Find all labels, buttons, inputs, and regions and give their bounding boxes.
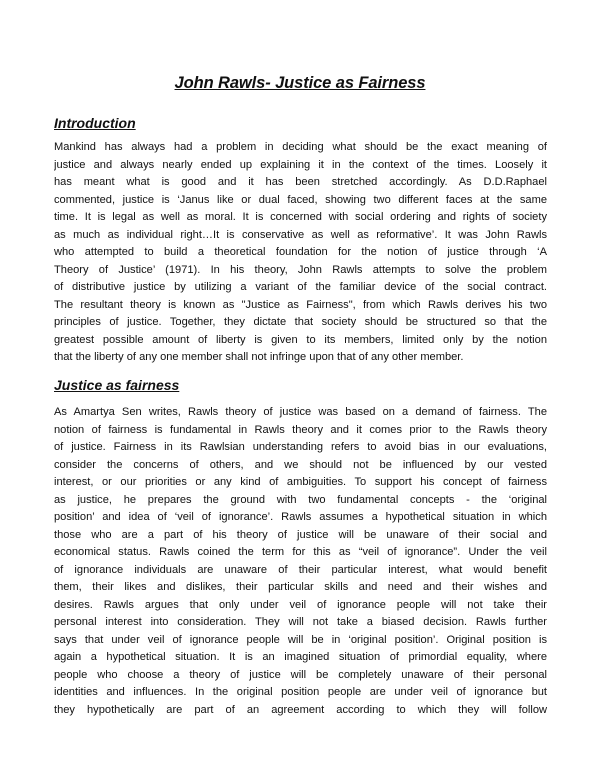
paragraph-line: has meant what is good and it has been stretched accordingly. As D.D.Raphael: [54, 176, 547, 188]
paragraph-line: them, their likes and dislikes, their particular skills and need and their wishes and: [54, 581, 547, 593]
paragraph-line: greatest possible amount of liberty is given to its members, limited only by the notion: [54, 333, 547, 346]
paragraph-line: says that under veil of ignorance people will be in ‘original position’. Original position is: [54, 633, 547, 646]
justice-as-fairness-paragraph: [54, 404, 547, 719]
paragraph-line: of justice. Fairness in its Rawlsian understanding refers to avoid bias in our evaluations,: [54, 441, 547, 453]
paragraph-line: commented, justice is ‘Janus like or dual faced, showing two different faces at the same: [54, 193, 547, 206]
paragraph-line: As Amartya Sen writes, Rawls theory of justice was based on a demand of fairness. The: [54, 406, 547, 418]
paragraph-line: desires. Rawls argues that only under veil of ignorance people will not take their: [54, 598, 547, 611]
paragraph-line: consider the concerns of others, and we should not be influenced by our vested: [54, 458, 547, 471]
paragraph-line: those who are a part of his theory of justice will be unaware of their social and: [54, 528, 547, 541]
paragraph-line: The resultant theory is known as "Justice as Fairness", from which Rawls derives his two: [54, 298, 547, 311]
paragraph-line: who attempted to build a theoretical foundation for the notion of justice through ‘A: [54, 246, 547, 258]
paragraph-line: of ignorance individuals are unaware of their particular interest, what would benefit: [54, 563, 547, 576]
paragraph-line: Mankind has always had a problem in deciding what should be the exact meaning of: [54, 141, 547, 153]
paragraph-line: people who choose a theory of justice will be completely unaware of their personal: [54, 668, 547, 681]
section-heading-introduction: Introduction: [54, 115, 136, 131]
page-title: John Rawls- Justice as Fairness: [174, 74, 426, 92]
paragraph-line: personal interest into consideration. They will not take a biased decision. Rawls further: [54, 616, 547, 628]
paragraph-line: economical status. Rawls coined the term for this as “veil of ignorance”. Under the veil: [54, 546, 547, 558]
paragraph-line: position’ and idea of ‘veil of ignorance’. Rawls assumes a hypothetical situation in which: [54, 511, 547, 523]
paragraph-line: as much as individual right…It is conservative as well as reformative’. It was John Rawls: [54, 228, 547, 241]
paragraph-line: identities and influences. In the original position people are under veil of ignorance but: [54, 686, 547, 698]
paragraph-line: justice and always nearly ended up explaining it in the context of the times. Loosely it: [54, 158, 547, 171]
paragraph-line: interest, or our priorities or any kind of ambiguities. To support his concept of fairness: [54, 476, 547, 488]
paragraph-line: notion of fairness is fundamental in Rawls theory and it comes prior to the Rawls theory: [54, 423, 547, 436]
paragraph-line: principles of justice. Together, they dictate that society should be structured so that the: [54, 316, 547, 328]
paragraph-line: Theory of Justice’ (1971). In his theory, John Rawls attempts to solve the problem: [54, 263, 547, 276]
section-heading-justice-as-fairness: Justice as fairness: [54, 377, 180, 393]
paragraph-line: time. It is legal as well as moral. It is concerned with social ordering and rights of society: [54, 211, 547, 223]
paragraph-line: again a hypothetical situation. It is an imagined situation of primordial equality, where: [54, 651, 547, 663]
paragraph-line: that the liberty of any one member shall not infringe upon that of any other member.: [54, 351, 464, 363]
paragraph-line: they hypothetically are part of an agreement according to which they will follow: [54, 703, 547, 716]
introduction-paragraph: [54, 139, 547, 367]
paragraph-line: of distributive justice by utilizing a variant of the familiar device of the social contract.: [54, 281, 547, 293]
paragraph-line: as justice, he prepares the ground with two fundamental concepts - the ‘original: [54, 493, 547, 506]
